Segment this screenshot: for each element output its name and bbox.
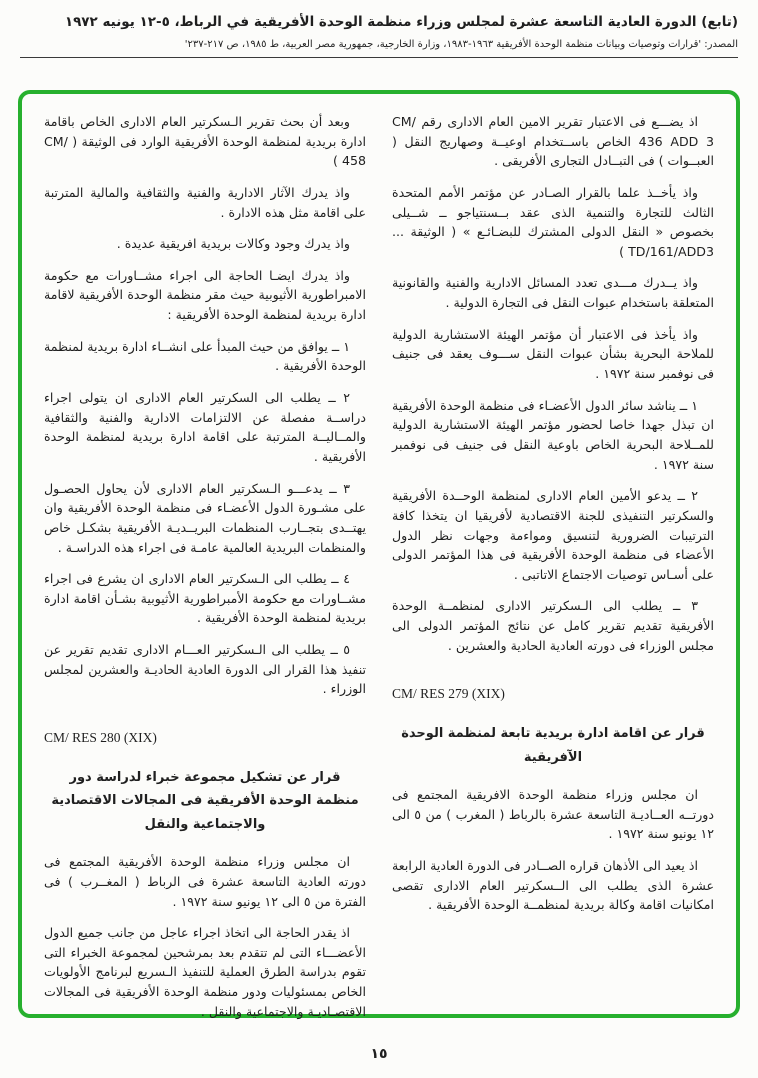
paragraph: واذ يأخــذ علما بالقرار الصـادر عن مؤتمر الأمم المتحدة الثالث للتجارة والتنمية الذى عقد بــسنتياجو ــ شــيلى بخصوص « النقل الدولى المشترك للبضـائـع » ( الوثيقة ... TD/161/ADD3 ) bbox=[392, 184, 714, 259]
document-title: (تابع) الدورة العادية التاسعة عشرة لمجلس وزراء منظمة الوحدة الأفريقية في الرباط، ٥-١٢ يونيه ١٩٧٢ bbox=[64, 14, 738, 30]
paragraph: ان مجلس وزراء منظمة الوحدة الأفريقية المجتمع فى دورته العادية التاسعة عشرة فى الرباط ( المغــرب ) فى الفترة من ٥ الى ١٢ يونيو سنة ١٩٧٢ . bbox=[44, 854, 366, 909]
numbered-clause: ٢ ــ يدعو الأمين العام الادارى لمنظمة الوحــدة الأفريقية والسكرتير التنفيذى للجنة الاقتصادية لأفريقيا ان يتخذا كافة الترتيبات الضرورية لتنسيق ومواءمة وجهات نظر الدول الأعضاء فى منظمة الوحدة الأفريقية فى هذا المؤتمر الدولى على أسـاس توصيات الاجتماع الاتاتبى . bbox=[392, 488, 714, 582]
paragraph: واذ يدرك ايضـا الحاجة الى اجراء مشــاورات مع حكومة الامبراطورية الأثيوبية حيث مقر منظمة الوحدة الأفريقية لاقامة ادارة بريدية لمنظمة الوحدة الأفريقية : bbox=[44, 267, 366, 323]
resolution-title: قرار عن تشكيل مجموعة خبراء لدراسة دور منظمة الوحدة الأفريقية فى المجالات الاقتصادية والاجتماعية والنقل bbox=[51, 770, 359, 832]
paragraph: اذ يضـــع فى الاعتبار تقرير الامين العام الادارى رقم CM/ 436 ADD 3 الخاص باســتخدام اوعيــة وصهاريج النقل ( العبــوات ) فى التبــادل التجارى الأفريقى . bbox=[392, 114, 714, 169]
paragraph: اذ يعيد الى الأذهان قراره الصــادر فى الدورة العادية الرابعة عشرة الذى يطلب الى الــسكرتير العام الادارى تقصى امكانيات اقامة وكالة بريدية لمنظمــة الوحدة الأفريقية . bbox=[392, 858, 714, 913]
numbered-clause: ٢ ــ يطلب الى السكرتير العام الادارى ان يتولى اجراء دراســة مفصلة عن الالتزامات الادارية والفنية والثقافية والمــاليــة المترتبة على اقامة ادارة بريدية لمنظمة الوحدة الأفريقية . bbox=[44, 390, 366, 464]
content-frame bbox=[18, 90, 740, 1018]
source-citation: المصدر: 'قرارات وتوصيات وبيانات منظمة الوحدة الأفريقية ١٩٦٣-١٩٨٣، وزارة الخارجية، جمهورية مصر العربية، ط ١٩٨٥، ص ٢١٧-٢٣٧' bbox=[184, 39, 738, 51]
paragraph: اذ يقدر الحاجة الى اتخاذ اجراء عاجل من جانب جميع الدول الأعضـــاء التى لم تتقدم بعد بمرشحين لمجموعة الخبراء التى تقوم بدراسة الطرق العملية للتنفيذ الـسريع لبرنامج الأولويات الخاص بمسئوليات ودور منظمة الوحدة الأفريقية فى المجالات الاقتصـاديـة والاجتماعية والنقل . bbox=[44, 925, 366, 1019]
paragraph: واذ يدرك وجود وكالات بريدية افريقية عديدة . bbox=[116, 236, 350, 252]
left-column bbox=[44, 112, 366, 1019]
numbered-clause: ٣ ــ يدعـــو الـسكرتير العام الادارى لأن يحاول الحصـول على مشـورة الدول الأعضـاء فى منظمة الوحدة الأفريقية وان يهتــدى بتجــارب المنظمات البريــديـة الأفريقية بشكـل خاص والمنظمات البريدية العالمية عامـة فى اجراء هذه الدراسـة . bbox=[44, 480, 366, 555]
numbered-clause: ١ ــ يوافق من حيث المبدأ على انشــاء ادارة بريدية لمنظمة الوحدة الأفريقية . bbox=[44, 338, 366, 374]
numbered-clause: ٥ ــ يطلب الى الـسكرتير العـــام الادارى تقديم تقرير عن تنفيذ هذا القرار الى الدورة العادية الحاديـة والعشرين لمجلس الوزراء . bbox=[44, 642, 366, 697]
right-column bbox=[392, 112, 714, 1000]
paragraph: واذ يــدرك مـــدى تعدد المسائل الادارية والفنية والقانونية المتعلقة باستخدام عبوات النقل فى التجارة الدولية . bbox=[392, 275, 714, 311]
paragraph: واذ يدرك الآثار الادارية والفنية والثقافية والمالية المترتبة على اقامة مثل هذه الادارة . bbox=[44, 184, 366, 220]
page-header bbox=[0, 0, 758, 50]
paragraph: ان مجلس وزراء منظمة الوحدة الافريقية المجتمع فى دورتــه العــاديـة التاسعة عشرة بالرباط ( المغرب ) من ٥ الى ١٢ يونيو سنة ١٩٧٢ . bbox=[392, 787, 714, 842]
numbered-clause: ٤ ــ يطلب الى الـسكرتير العام الادارى ان يشرع فى اجراء مشــاورات مع حكومة الأمبراطورية الأثيوبية بشـأن اقامة ادارة بريدية لمنظمة الوحدة الأفريقية . bbox=[44, 571, 366, 626]
resolution-reference: CM/ RES 279 (XIX) bbox=[392, 686, 505, 702]
paragraph: واذ يأخذ فى الاعتبار أن مؤتمر الهيئة الاستشارية الدولية للملاحة البحرية بشأن عبوات النقل ســـوف يعقد فى جنيف فى نوفمبر سنة ١٩٧٢ . bbox=[392, 326, 714, 382]
numbered-clause: ٣ ــ يطلب الى الـسكرتير الادارى لمنظمــة الوحدة الأفريقية تقديم تقرير كامل عن نتائج المؤتمر الدولى الى مجلس الوزراء فى دورته العادية الحادية والعشرين . bbox=[392, 598, 714, 653]
page-number: ١٥ bbox=[370, 1046, 388, 1062]
paragraph: وبعد أن بحث تقرير الـسكرتير العام الادارى الخاص باقامة ادارة بريدية لمنظمة الوحدة الأفريقية الوارد فى الوثيقة ( CM/ 458 ) bbox=[44, 114, 366, 169]
resolution-reference: CM/ RES 280 (XIX) bbox=[44, 730, 157, 746]
header-divider bbox=[20, 57, 738, 58]
numbered-clause: ١ ــ يناشد سائر الدول الأعضـاء فى منظمة الوحدة الأفريقية ان تبذل جهدا خاصا لحضور مؤتمر الهيئة الاستشارية الدولية للمــلاحة البحرية الخاص باوعية النقل فى جنيف فى نوفمبر سنة ١٩٧٢ . bbox=[392, 397, 714, 472]
resolution-title: قرار عن اقامة ادارة بريدية تابعة لمنظمة الوحدة الآفريقية bbox=[401, 726, 705, 765]
